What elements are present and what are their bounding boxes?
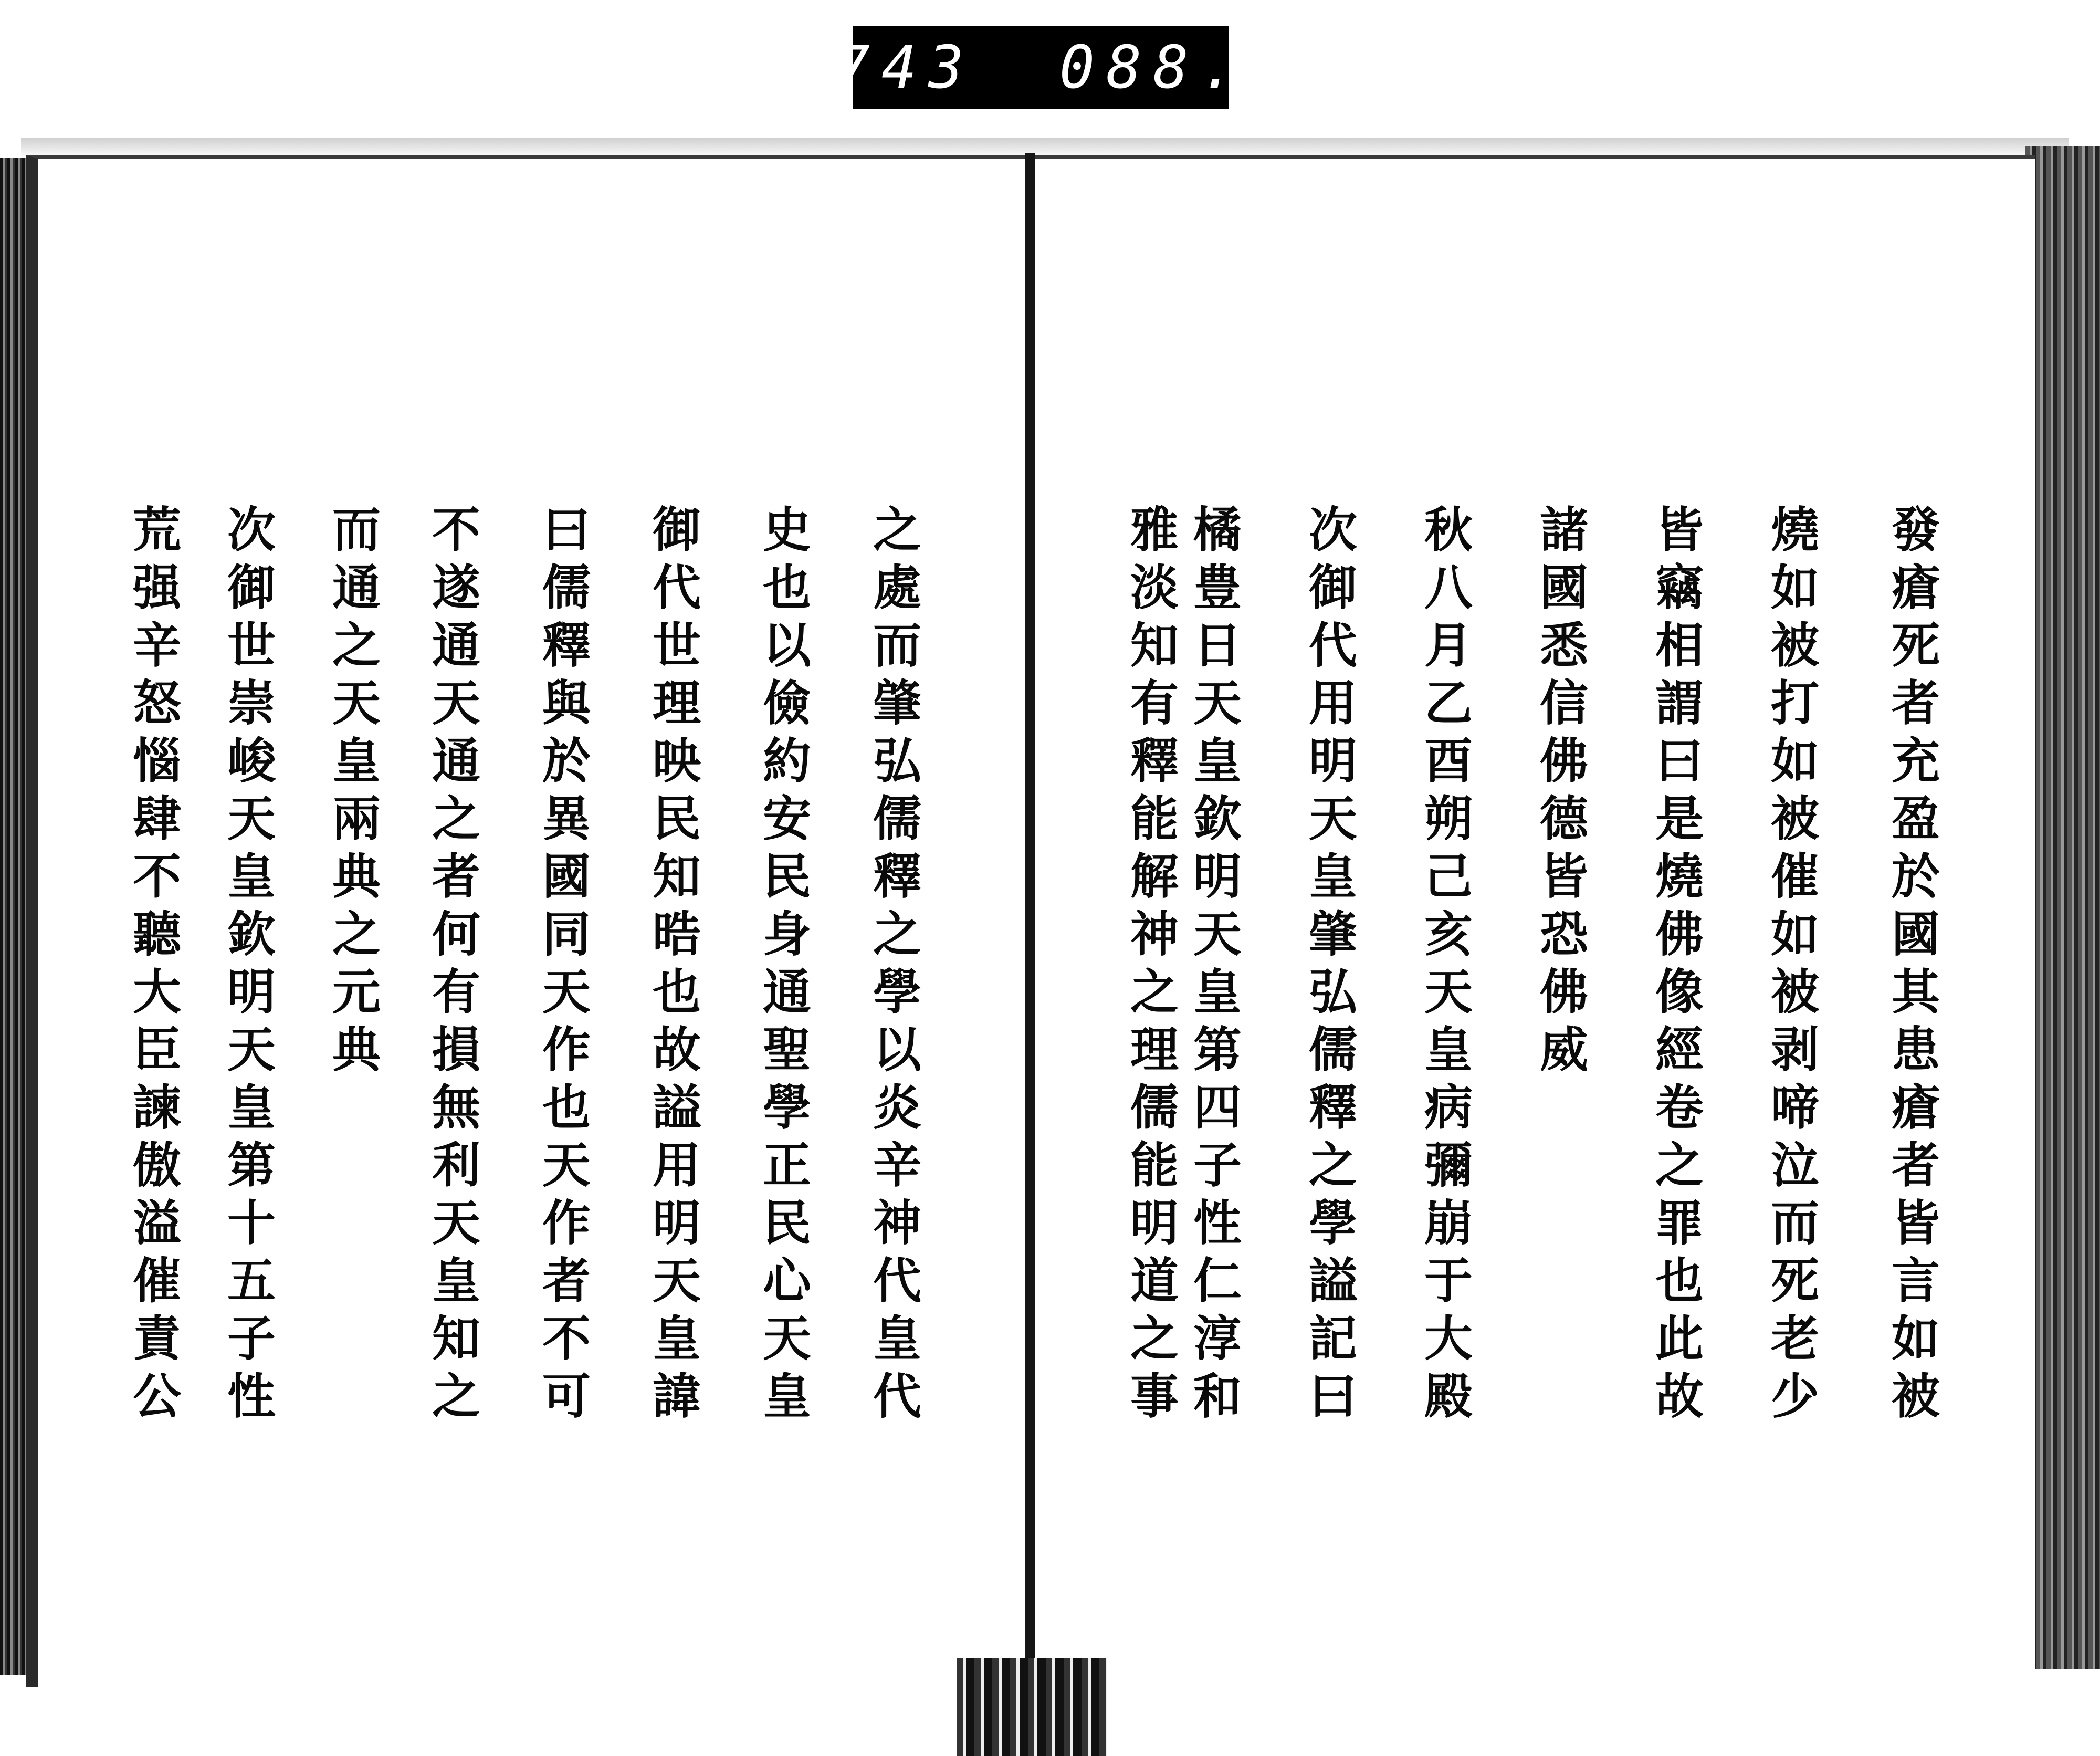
frame-number-right: 088.: [1059, 34, 1247, 102]
text-column: 而通之天皇兩典之元典: [324, 504, 382, 1082]
text-column: 發瘡死者充盈於國其患瘡者皆言如被: [1884, 504, 1941, 1428]
text-column: 橘豊日天皇欽明天皇第四子性仁淳和: [1185, 504, 1243, 1428]
text-column: 曰儒釋與於異國同天作也天作者不可: [534, 504, 592, 1428]
frame-number-left: 743: [834, 34, 975, 102]
spine-foot: [957, 1658, 1107, 1756]
text-column: 秋八月乙酉朔己亥天皇病彌崩于大殿: [1416, 504, 1474, 1428]
text-column: 皆竊相謂曰是燒佛像經卷之罪也此故: [1647, 504, 1705, 1428]
book-edge-right: [2025, 146, 2100, 1669]
text-column: 荒强辛怒惱肆不聽大臣諫傲溢催責公: [125, 504, 182, 1428]
text-column: 次御代用明天皇肇弘儒釋之學謚記曰: [1301, 504, 1358, 1428]
text-column: 次御世崇峻天皇欽明天皇第十五子性: [219, 504, 277, 1428]
microfilm-frame-label: [834, 26, 1247, 109]
text-column: 不遂通天通之者何有損無利天皇知之: [424, 504, 481, 1428]
text-column: 雅淡知有釋能解神之理儒能明道之事: [1122, 504, 1180, 1428]
text-column: 御代世理映民知晧也故謚用明天皇諱: [645, 504, 702, 1428]
text-column: 史也以儉約安民身通聖學正民心天皇: [755, 504, 812, 1428]
text-column: 燒如被打如被催如被剥啼泣而死老少: [1763, 504, 1820, 1428]
text-column: 諸國悉信佛德皆恐佛威: [1532, 504, 1589, 1082]
book-spine: [1025, 153, 1035, 1687]
text-column: 之處而肇弘儒釋之學以炎辛神代皇代: [865, 504, 922, 1428]
